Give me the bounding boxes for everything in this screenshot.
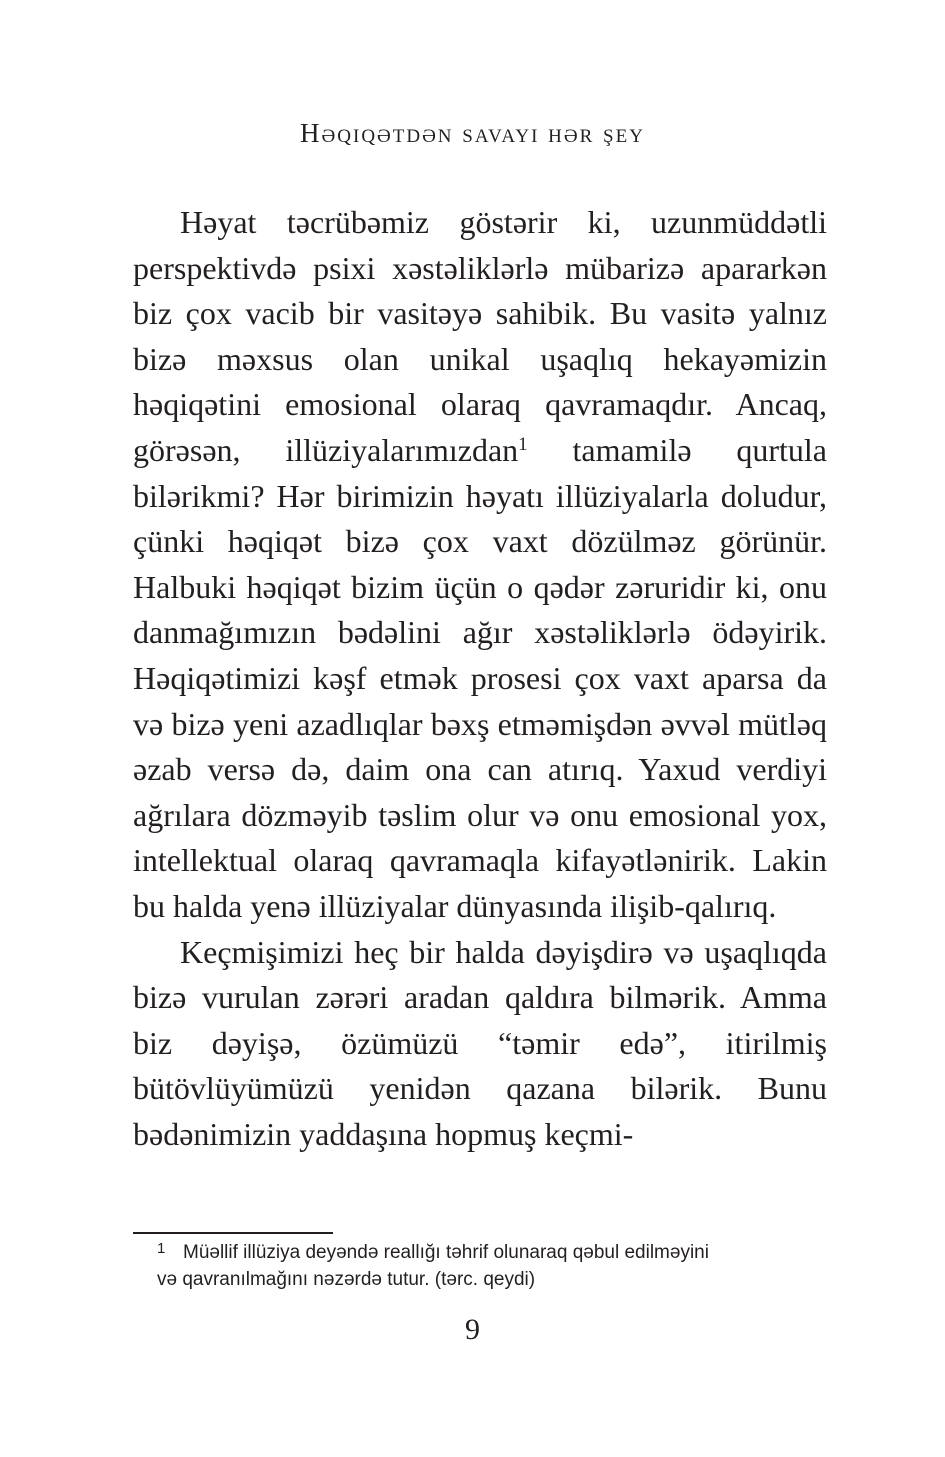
footnote-line-1: 1 Müəllif illüziya deyəndə reallığı təhrif olunaraq qəbul edilməyini [157, 1240, 709, 1263]
running-head: Həqiqətdən savayı hər şey [300, 118, 645, 148]
footnote-text-1: Müəllif illüziya deyəndə reallığı təhrif olunaraq qəbul edilməyini [183, 1242, 709, 1263]
paragraph-1-text-start: Həyat təcrübəmiz göstərir ki, uzunmüddətli perspektivdə psixi xəstəliklərlə mübarizə apararkən biz çox vacib bir vasitəyə sahibik. Bu vasitə yalnız bizə məxsus olan unikal uşaqlıq hekayəmizin həqiqətini emosional olaraq qavramaqdır. Ancaq, görəsən, illüziyalarımızdan [133, 204, 827, 468]
paragraph-1 [133, 200, 827, 930]
paragraph-1-text-end: tamamilə qurtula bilərikmi? Hər birimizin həyatı illüziyalarla doludur, çünki həqiqət bizə çox vaxt dözülməz görünür. Halbuki həqiqət bizim üçün o qədər zəruridir ki, onu danmağımızın bədəlini ağır xəstəliklərlə ödəyirik. Həqiqətimizi kəşf etmək prosesi çox vaxt aparsa da və bizə yeni azadlıqlar bəxş etməmişdən əvvəl mütləq əzab versə də, daim ona can atırıq. Yaxud verdiyi ağrılara dözməyib təslim olur və onu emosional yox, intellektual olaraq qavramaqla kifayətlənirik. Lakin bu halda yenə illüziyalar dünyasında ilişib-qalırıq. [133, 431, 827, 924]
footnote [133, 1239, 827, 1293]
footnote-reference: 1 [518, 433, 528, 455]
paragraph-2: Keçmişimizi heç bir halda dəyişdirə və uşaqlıqda bizə vurulan zərəri aradan qaldıra bilmərik. Amma biz dəyişə, özümüzü “təmir edə”, itirilmiş bütövlüyümüzü yenidən qazana bilərik. Bunu bədənimizin yaddaşına hopmuş keçmi- [133, 933, 827, 1152]
footnote-rule [133, 1232, 333, 1234]
page-body [133, 200, 827, 1157]
footnote-line-2: və qavranılmağını nəzərdə tutur. (tərc. qeydi) [157, 1269, 536, 1290]
page-number: 9 [465, 1313, 480, 1346]
